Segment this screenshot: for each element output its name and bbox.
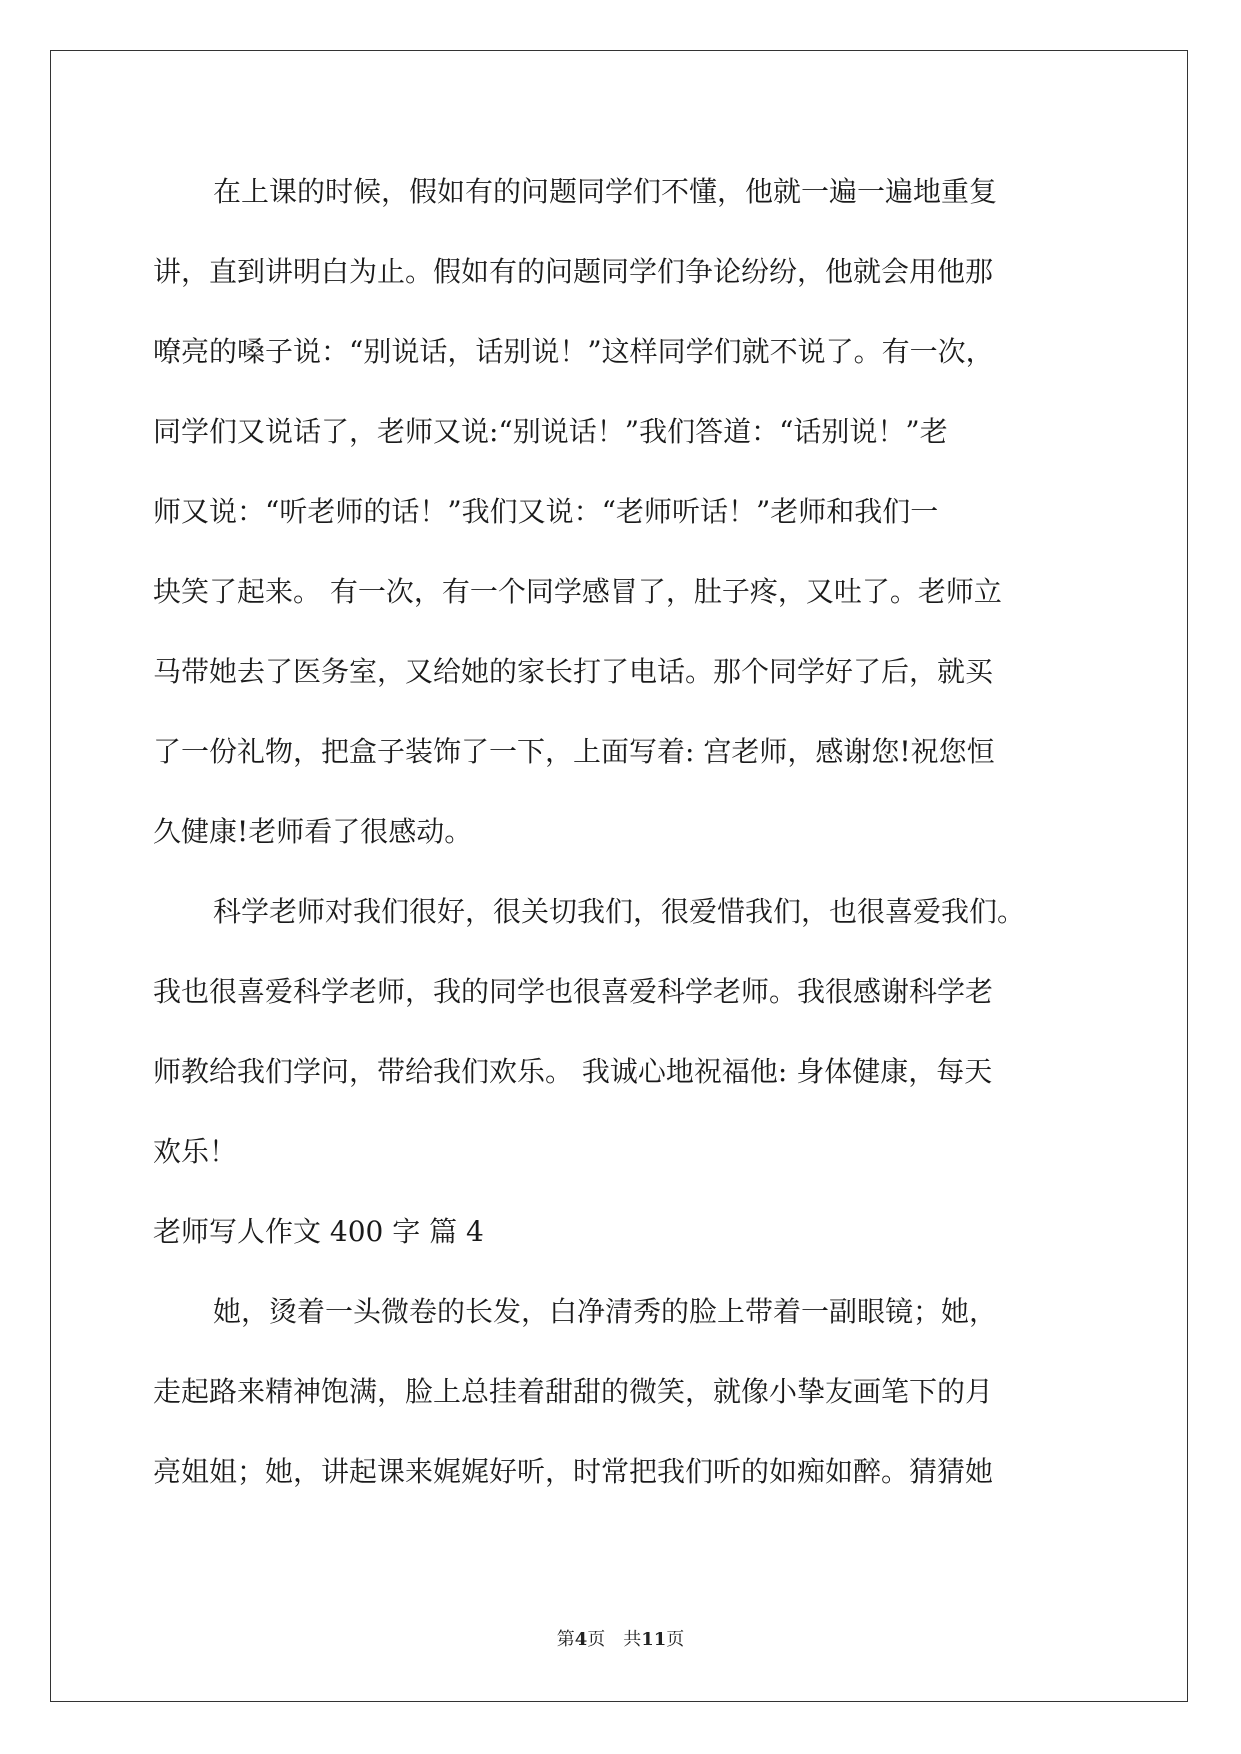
- paragraph-line: 马带她去了医务室，又给她的家长打了电话。那个同学好了后，就买: [153, 655, 994, 688]
- paragraph-line: 块笑了起来。 有一次，有一个同学感冒了，肚子疼，又吐了。老师立: [153, 575, 1002, 608]
- paragraph-line: 了一份礼物，把盒子装饰了一下，上面写着: 宫老师，感谢您!祝您恒: [153, 735, 995, 768]
- paragraph-line: 在上课的时候，假如有的问题同学们不懂，他就一遍一遍地重复: [213, 175, 998, 208]
- paragraph-line: 师又说：“听老师的话！”我们又说：“老师听话！”老师和我们一: [153, 495, 939, 528]
- paragraph-line: 亮姐姐；她，讲起课来娓娓好听，时常把我们听的如痴如醉。猜猜她: [153, 1455, 994, 1488]
- paragraph-line: 欢乐！: [153, 1135, 238, 1168]
- paragraph-line: 我也很喜爱科学老师，我的同学也很喜爱科学老师。我很感谢科学老: [153, 975, 994, 1008]
- paragraph-line: 师教给我们学问，带给我们欢乐。 我诚心地祝福他: 身体健康，每天: [153, 1055, 993, 1088]
- page-footer: [0, 1628, 1241, 1652]
- footer-prefix: 第: [556, 1629, 575, 1650]
- paragraph-line: 嘹亮的嗓子说：“别说话，话别说！”这样同学们就不说了。有一次，: [153, 335, 994, 368]
- paragraph-line: 科学老师对我们很好，很关切我们，很爱惜我们，也很喜爱我们。: [213, 895, 1026, 928]
- current-page-number: 4: [574, 1629, 588, 1650]
- paragraph-line: 她，烫着一头微卷的长发，白净清秀的脸上带着一副眼镜；她，: [213, 1295, 998, 1328]
- total-page-count: 11: [641, 1629, 667, 1650]
- paragraph-line: 讲，直到讲明白为止。假如有的问题同学们争论纷纷，他就会用他那: [153, 255, 994, 288]
- footer-suffix: 页: [666, 1629, 685, 1650]
- paragraph-line: 走起路来精神饱满，脸上总挂着甜甜的微笑，就像小挚友画笔下的月: [153, 1375, 994, 1408]
- section-heading: 老师写人作文 400 字 篇 4: [153, 1215, 484, 1248]
- paragraph-line: 同学们又说话了，老师又说:“别说话！”我们答道：“话别说！”老: [153, 415, 948, 448]
- paragraph-line: 久健康!老师看了很感动。: [153, 815, 473, 848]
- footer-middle: 页 共: [587, 1629, 642, 1650]
